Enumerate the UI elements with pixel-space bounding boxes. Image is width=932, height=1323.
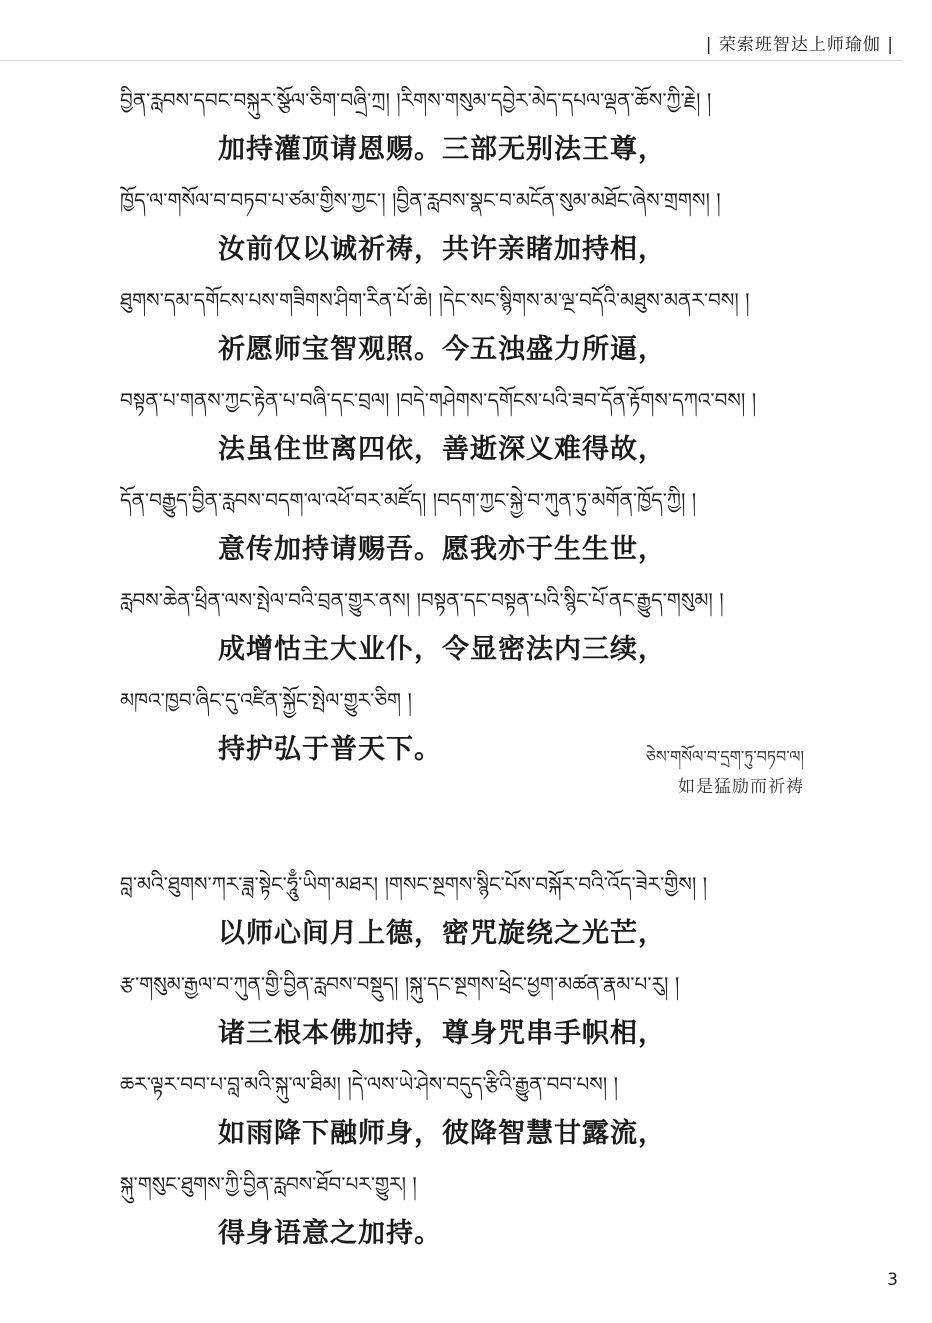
tibetan-verse-line: དོན་བརྒྱུད་བྱིན་རླབས་བདག་ལ་འཕོ་བར་མཛོད། །བདག་ཀྱང་སྐྱེ་བ་ཀུན་ཏུ་མགོན་ཁྱོད་ཀྱི། ། (120, 488, 697, 512)
chinese-verse-line: 汝前仅以诚祈祷，共许亲睹加持相， (218, 234, 666, 265)
header-divider (0, 60, 902, 61)
chinese-verse-line: 成增怙主大业仆，令显密法内三续， (218, 634, 666, 665)
tibetan-verse-line: རྩ་གསུམ་རྒྱལ་བ་ཀུན་གྱི་བྱིན་རླབས་བསྡུད། །སྐུ་དང་སྔགས་ཕྲེང་ཕྱག་མཚན་རྣམ་པ་རུ། ། (120, 972, 680, 996)
tibetan-verse-line: ཆར་ལྟར་བབ་པ་བླ་མའི་སྐུ་ལ་ཐིམ། །དེ་ལས་ཡེ་ཤེས་བདུད་རྩིའི་རྒྱུན་བབ་པས། ། (120, 1072, 619, 1096)
chinese-verse-line: 得身语意之加持。 (218, 1218, 442, 1249)
chinese-verse-line: 以师心间月上德，密咒旋绕之光芒， (218, 918, 666, 949)
chinese-verse-line: 加持灌顶请恩赐。三部无别法王尊， (218, 134, 666, 165)
tibetan-verse-line: ཐུགས་དམ་དགོངས་པས་གཟིགས་ཤིག་རིན་པོ་ཆེ། །དེང་སང་སྙིགས་མ་ལྔ་བདོའི་མཐུས་མནར་བས། ། (120, 288, 750, 312)
tibetan-verse-line: ཁྱོད་ལ་གསོལ་བ་བཏབ་པ་ཙམ་གྱིས་ཀྱང་། །བྱིན་རླབས་སྣང་བ་མངོན་སུམ་མཐོང་ཞེས་གྲགས། ། (120, 188, 721, 212)
chinese-verse-line: 祈愿师宝智观照。今五浊盛力所逼， (218, 334, 666, 365)
tibetan-verse-line: བསྟན་པ་གནས་ཀྱང་རྟེན་པ་བཞི་དང་བྲལ། །བདེ་གཤེགས་དགོངས་པའི་ཟབ་དོན་རྟོགས་དཀའ་བས། ། (120, 388, 757, 412)
tibetan-verse-line: བླ་མའི་ཐུགས་ཀར་ཟླ་སྟེང་ཧཱུྃ་ཡིག་མཐར། །གསང་སྔགས་སྙིང་པོས་བསྐོར་བའི་འོད་ཟེར་གྱིས། ། (120, 872, 708, 896)
chinese-verse-line: 诸三根本佛加持，尊身咒串手帜相， (218, 1018, 666, 1049)
tibetan-verse-line: རླབས་ཆེན་ཕྲིན་ལས་སྤེལ་བའི་བྲན་གྱུར་ནས། །བསྟན་དང་བསྟན་པའི་སྙིང་པོ་ནང་རྒྱུད་གསུམ། ། (120, 588, 724, 612)
note-tibetan: ཅེས་གསོལ་བ་དྲག་ཏུ་བཏབ་ལ། (645, 747, 804, 766)
page-number: 3 (887, 1270, 898, 1290)
chinese-verse-line: 意传加持请赐吾。愿我亦于生生世， (218, 534, 666, 565)
chinese-verse-line: 持护弘于普天下。 (218, 734, 442, 765)
stanza-1 (120, 76, 880, 776)
tibetan-verse-line: བྱིན་རླབས་དབང་བསྐུར་སྩོལ་ཅིག་བཞྲི་ཀྲ། །རིགས་གསུམ་དབྱེར་མེད་དཔལ་ལྡན་ཆོས་ཀྱི་རྗེ། ། (120, 88, 712, 112)
note-chinese: 如是猛励而祈祷 (678, 777, 804, 797)
running-header: | 荣索班智达上师瑜伽 | (705, 35, 894, 55)
chinese-verse-line: 法虽住世离四依，善逝深义难得故， (218, 434, 666, 465)
chinese-verse-line: 如雨降下融师身，彼降智慧甘露流， (218, 1118, 666, 1149)
tibetan-verse-line: སྐུ་གསུང་ཐུགས་ཀྱི་བྱིན་རླབས་ཐོབ་པར་གྱུར། ། (120, 1172, 417, 1196)
instruction-note (646, 744, 804, 804)
stanza-2 (120, 860, 880, 1260)
tibetan-verse-line: མཁའ་ཁྱབ་ཞིང་དུ་འཛིན་སྐྱོང་སྤེལ་གྱུར་ཅིག ། (120, 688, 412, 712)
